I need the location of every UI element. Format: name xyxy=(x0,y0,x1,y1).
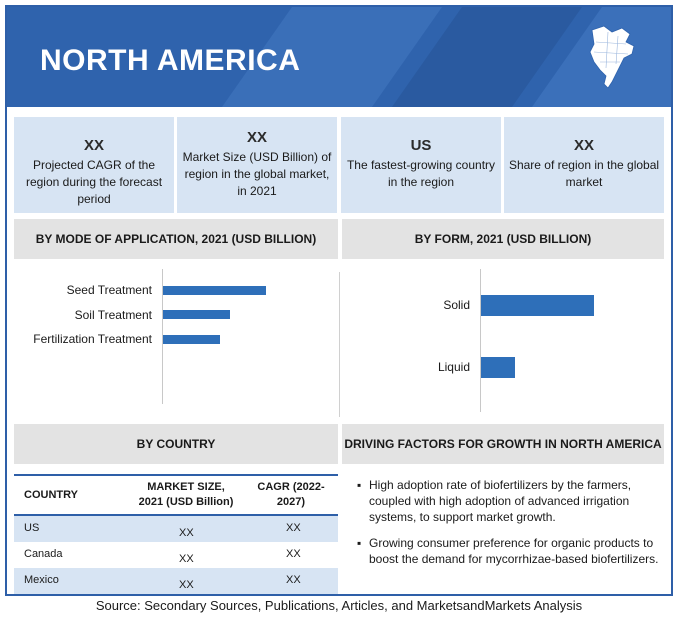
bar xyxy=(481,295,594,316)
column-header-market-size: MARKET SIZE, 2021 (USD Billion) xyxy=(138,481,234,508)
cagr-cell: XX xyxy=(286,522,301,534)
region-title: NORTH AMERICA xyxy=(40,44,301,77)
driving-factors-header: DRIVING FACTORS FOR GROWTH IN NORTH AMERICA xyxy=(342,424,664,464)
kpi-row xyxy=(14,117,664,213)
country-cell: US xyxy=(24,522,40,534)
country-table xyxy=(14,474,338,594)
cagr-cell: XX xyxy=(286,574,301,586)
cagr-cell: XX xyxy=(286,548,301,560)
source-note: Source: Secondary Sources, Publications, Articles, and MarketsandMarkets Analysis xyxy=(95,598,583,613)
kpi-description: Share of region in the global market xyxy=(508,158,660,189)
kpi-share-card xyxy=(504,117,664,213)
table-row xyxy=(14,568,338,594)
kpi-fastest-country-card xyxy=(341,117,501,213)
kpi-value: XX xyxy=(573,137,594,154)
kpi-market-size-card xyxy=(177,117,337,213)
category-label: Seed Treatment xyxy=(66,283,152,297)
mode-of-application-header: BY MODE OF APPLICATION, 2021 (USD BILLION) xyxy=(14,219,338,259)
driver-text: High adoption rate of biofertilizers by the farmers, coupled with high adoption of advanced irrigation systems, to support market growth. xyxy=(369,478,632,524)
category-label: Soil Treatment xyxy=(74,307,152,322)
kpi-description: The fastest-growing country in the region xyxy=(346,158,496,189)
bar xyxy=(163,310,230,319)
market-size-cell: XX xyxy=(179,527,194,539)
infographic-frame xyxy=(5,5,673,596)
column-header-cagr: CAGR (2022-2027) xyxy=(257,481,325,508)
form-chart xyxy=(340,269,670,409)
category-label: Liquid xyxy=(437,360,470,374)
list-item xyxy=(347,477,667,525)
driving-factors-list xyxy=(347,477,667,577)
form-header: BY FORM, 2021 (USD BILLION) xyxy=(342,219,664,259)
region-banner xyxy=(7,7,671,107)
column-header-country: COUNTRY xyxy=(24,489,78,501)
kpi-value: XX xyxy=(83,137,104,154)
kpi-value: XX xyxy=(246,129,267,146)
country-cell: Canada xyxy=(24,548,63,560)
country-cell: Mexico xyxy=(24,574,59,586)
category-label: Solid xyxy=(443,298,470,312)
kpi-value: US xyxy=(410,137,432,154)
driver-text: Growing consumer preference for organic products to boost the demand for mycorrhizae-based biofertilizers. xyxy=(369,536,659,566)
chart-axis xyxy=(480,269,481,412)
market-size-cell: XX xyxy=(179,553,194,565)
table-header xyxy=(14,474,338,516)
kpi-cagr-card xyxy=(14,117,174,213)
market-size-cell: XX xyxy=(179,579,194,591)
bullet-icon: ▪ xyxy=(357,536,362,550)
bar xyxy=(163,335,220,344)
list-item xyxy=(347,535,667,567)
category-label: Fertilization Treatment xyxy=(33,332,152,346)
bullet-icon: ▪ xyxy=(357,478,362,492)
mode-of-application-chart xyxy=(7,269,337,409)
table-row xyxy=(14,542,338,568)
bar xyxy=(481,357,515,378)
table-row xyxy=(14,516,338,542)
kpi-description: Market Size (USD Billion) of region in the global market, in 2021 xyxy=(182,150,332,198)
by-country-header: BY COUNTRY xyxy=(14,424,338,464)
bar xyxy=(163,286,266,295)
north-america-map-icon xyxy=(582,22,642,92)
kpi-description: Projected CAGR of the region during the forecast period xyxy=(25,158,163,206)
